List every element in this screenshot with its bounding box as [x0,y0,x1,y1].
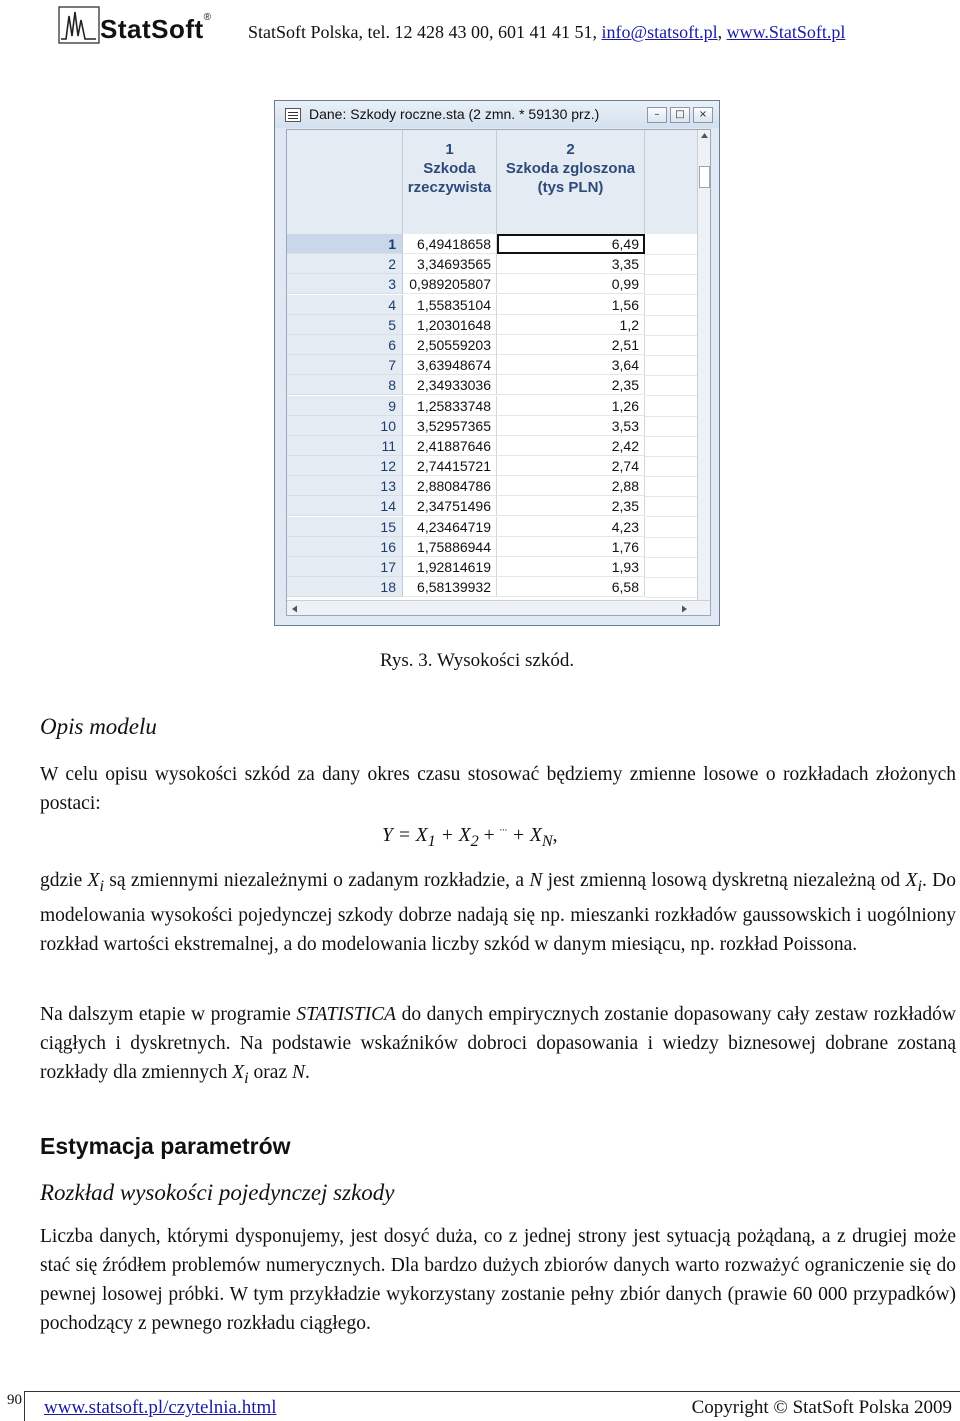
footer-vrule [24,1391,25,1421]
table-row[interactable] [287,396,697,416]
cell-szkoda-rzeczywista[interactable]: 2,34933036 [403,375,497,395]
scroll-right-icon[interactable] [679,604,689,614]
cell-szkoda-zgloszona[interactable]: 2,42 [497,436,645,456]
row-number[interactable]: 1 [287,234,403,254]
header-contact: StatSoft Polska, tel. 12 428 43 00, 601 41 41 51, info@statsoft.pl, www.StatSoft.pl [248,22,846,42]
table-row[interactable] [287,274,697,294]
row-number[interactable]: 5 [287,315,403,335]
grid-rows [287,234,697,597]
row-number[interactable]: 14 [287,496,403,516]
cell-szkoda-zgloszona[interactable]: 4,23 [497,517,645,537]
cell-szkoda-zgloszona[interactable]: 3,53 [497,416,645,436]
page-number: 90 [7,1392,22,1408]
cell-szkoda-rzeczywista[interactable]: 6,58139932 [403,577,497,597]
paragraph-data: Liczba danych, którymi dysponujemy, jest dosyć duża, co z jednej strony jest sytuacją pożądaną, a z drugiej może stać się źródłem problemów numerycznych. Dla bardzo dużych zbiorów danych warto rozważyć ograniczenie się do pewnej losowej próbki. W tym przykładzie wykorzystany zostanie pełny zbiór danych (prawie 60 000 przypadków) pochodzący z pewnego rozkładu ciągłego. [40,1226,956,1334]
scroll-left-icon[interactable] [290,604,300,614]
table-row[interactable] [287,295,697,315]
row-number[interactable]: 11 [287,436,403,456]
paragraph-intro: W celu opisu wysokości szkód za dany okres czasu stosować będziemy zmienne losowe o rozkładach złożonych postaci: [40,764,956,814]
cell-szkoda-rzeczywista[interactable]: 2,34751496 [403,496,497,516]
empty-cell[interactable] [645,456,697,477]
horizontal-scrollbar[interactable] [287,600,711,616]
empty-cell[interactable] [645,295,697,316]
cell-szkoda-zgloszona[interactable]: 3,64 [497,355,645,375]
window-title: Dane: Szkody roczne.sta (2 zmn. * 59130 prz.) [309,106,600,122]
cell-szkoda-rzeczywista[interactable]: 1,55835104 [403,295,497,315]
column-header-1[interactable]: 1 Szkoda rzeczywista [403,130,497,234]
cell-szkoda-rzeczywista[interactable]: 2,74415721 [403,456,497,476]
row-number[interactable]: 18 [287,577,403,597]
cell-szkoda-zgloszona[interactable]: 2,35 [497,496,645,516]
table-row[interactable] [287,335,697,355]
empty-cell[interactable] [645,436,697,457]
footer-link[interactable]: www.statsoft.pl/czytelnia.html [44,1397,277,1418]
cell-szkoda-rzeczywista[interactable]: 3,34693565 [403,254,497,274]
row-number[interactable]: 4 [287,295,403,315]
cell-szkoda-rzeczywista[interactable]: 1,92814619 [403,557,497,577]
empty-cell[interactable] [645,476,697,497]
empty-cell[interactable] [645,375,697,396]
cell-szkoda-rzeczywista[interactable]: 2,88084786 [403,476,497,496]
row-number[interactable]: 2 [287,254,403,274]
formula: $Y = X_1 + X_2 + ^{\cdot\cdot\cdot} + X_N$, [382,825,558,850]
empty-cell[interactable] [645,517,697,538]
cell-szkoda-zgloszona[interactable]: 1,26 [497,396,645,416]
table-row[interactable] [287,254,697,274]
cell-szkoda-rzeczywista[interactable]: 2,41887646 [403,436,497,456]
cell-szkoda-zgloszona[interactable]: 2,88 [497,476,645,496]
cell-szkoda-zgloszona[interactable]: 2,35 [497,375,645,395]
cell-szkoda-zgloszona[interactable]: 1,93 [497,557,645,577]
row-number[interactable]: 12 [287,456,403,476]
row-number[interactable]: 17 [287,557,403,577]
row-number[interactable]: 15 [287,517,403,537]
row-number[interactable]: 16 [287,537,403,557]
row-number[interactable]: 13 [287,476,403,496]
table-row[interactable] [287,355,697,375]
figure-caption: Rys. 3. Wysokości szkód. [380,650,575,671]
cell-szkoda-zgloszona[interactable]: 6,58 [497,577,645,597]
empty-cell[interactable] [645,537,697,558]
subsection-heading: Rozkład wysokości pojedynczej szkody [40,1180,395,1205]
footer-copyright: Copyright © StatSoft Polska 2009 [691,1397,952,1418]
empty-cell[interactable] [645,234,697,255]
cell-szkoda-rzeczywista[interactable]: 3,52957365 [403,416,497,436]
window-titlebar[interactable] [275,101,719,128]
cell-szkoda-zgloszona[interactable]: 2,51 [497,335,645,355]
cell-szkoda-zgloszona[interactable]: 2,74 [497,456,645,476]
table-row[interactable] [287,436,697,456]
data-window [274,100,720,626]
row-number[interactable]: 9 [287,396,403,416]
scroll-up-icon[interactable] [699,131,710,141]
cell-szkoda-zgloszona[interactable]: 6,49 [497,234,645,254]
empty-header [645,130,697,234]
table-row[interactable] [287,557,697,577]
data-grid [286,129,711,616]
maximize-button[interactable]: □ [670,107,690,123]
cell-szkoda-rzeczywista[interactable]: 0,989205807 [403,274,497,294]
paragraph-statistica: Na dalszym etapie w programie STATISTICA do danych empirycznych zostanie dopasowany cały zestaw rozkładów ciągłych i dyskretnych. Na podstawie wskaźników dobroci dopasowania i wiedzy biznesowej dobrane zostaną rozkłady dla zmiennych $X_i$ oraz N. [40,1004,956,1087]
empty-cell[interactable] [645,355,697,376]
footer-rule [24,1391,960,1392]
empty-cell[interactable] [645,557,697,578]
cell-szkoda-rzeczywista[interactable]: 2,50559203 [403,335,497,355]
statsoft-logo-icon [58,6,100,44]
cell-szkoda-rzeczywista[interactable]: 6,49418658 [403,234,497,254]
table-row[interactable] [287,476,697,496]
cell-szkoda-zgloszona[interactable]: 1,2 [497,315,645,335]
empty-cell[interactable] [645,274,697,295]
cell-szkoda-rzeczywista[interactable]: 4,23464719 [403,517,497,537]
empty-cell[interactable] [645,496,697,517]
close-button[interactable]: × [693,107,713,123]
cell-szkoda-zgloszona[interactable]: 0,99 [497,274,645,294]
vertical-scrollbar[interactable] [697,130,711,600]
row-number[interactable]: 8 [287,375,403,395]
empty-cell[interactable] [645,577,697,598]
table-row[interactable] [287,315,697,335]
cell-szkoda-zgloszona[interactable]: 1,76 [497,537,645,557]
empty-cell[interactable] [645,315,697,336]
cell-szkoda-zgloszona[interactable]: 1,56 [497,295,645,315]
cell-szkoda-rzeczywista[interactable]: 1,20301648 [403,315,497,335]
corner-header[interactable] [287,130,403,234]
section-title-estymacja: Estymacja parametrów [40,1133,291,1159]
row-number[interactable]: 10 [287,416,403,436]
email-link[interactable]: info@statsoft.pl [601,22,718,42]
minimize-button[interactable]: – [647,107,667,123]
table-row[interactable] [287,234,697,254]
empty-cell[interactable] [645,254,697,275]
row-number[interactable]: 7 [287,355,403,375]
column-header-2[interactable]: 2 Szkoda zgloszona (tys PLN) [497,130,645,234]
spreadsheet-icon [285,108,301,122]
row-number[interactable]: 6 [287,335,403,355]
scroll-thumb[interactable] [699,166,710,188]
cell-szkoda-rzeczywista[interactable]: 3,63948674 [403,355,497,375]
empty-cell[interactable] [645,416,697,437]
page-header [0,0,960,50]
empty-cell[interactable] [645,396,697,417]
empty-cell[interactable] [645,335,697,356]
table-row[interactable] [287,496,697,516]
website-link[interactable]: www.StatSoft.pl [726,22,846,42]
table-row[interactable] [287,537,697,557]
logo-text: StatSoft® [100,12,212,44]
cell-szkoda-rzeczywista[interactable]: 1,25833748 [403,396,497,416]
table-row[interactable] [287,577,697,597]
cell-szkoda-rzeczywista[interactable]: 1,75886944 [403,537,497,557]
section-heading-opis: Opis modelu [40,714,157,739]
row-number[interactable]: 3 [287,274,403,294]
table-row[interactable] [287,416,697,436]
paragraph-model: gdzie $X_i$ są zmiennymi niezależnymi o zadanym rozkładzie, a N jest zmienną losową dyskretną niezależną od $X_i$. Do modelowania wysokości pojedynczej szkody dobrze nadają się np. mieszanki rozkładów gaussowskich i uogólniony rozkład wartości ekstremalnej, a do modelowania liczby szkód w danym miesiącu, np. rozkład Poissona. [40,870,956,955]
cell-szkoda-zgloszona[interactable]: 3,35 [497,254,645,274]
table-row[interactable] [287,517,697,537]
table-row[interactable] [287,375,697,395]
table-row[interactable] [287,456,697,476]
